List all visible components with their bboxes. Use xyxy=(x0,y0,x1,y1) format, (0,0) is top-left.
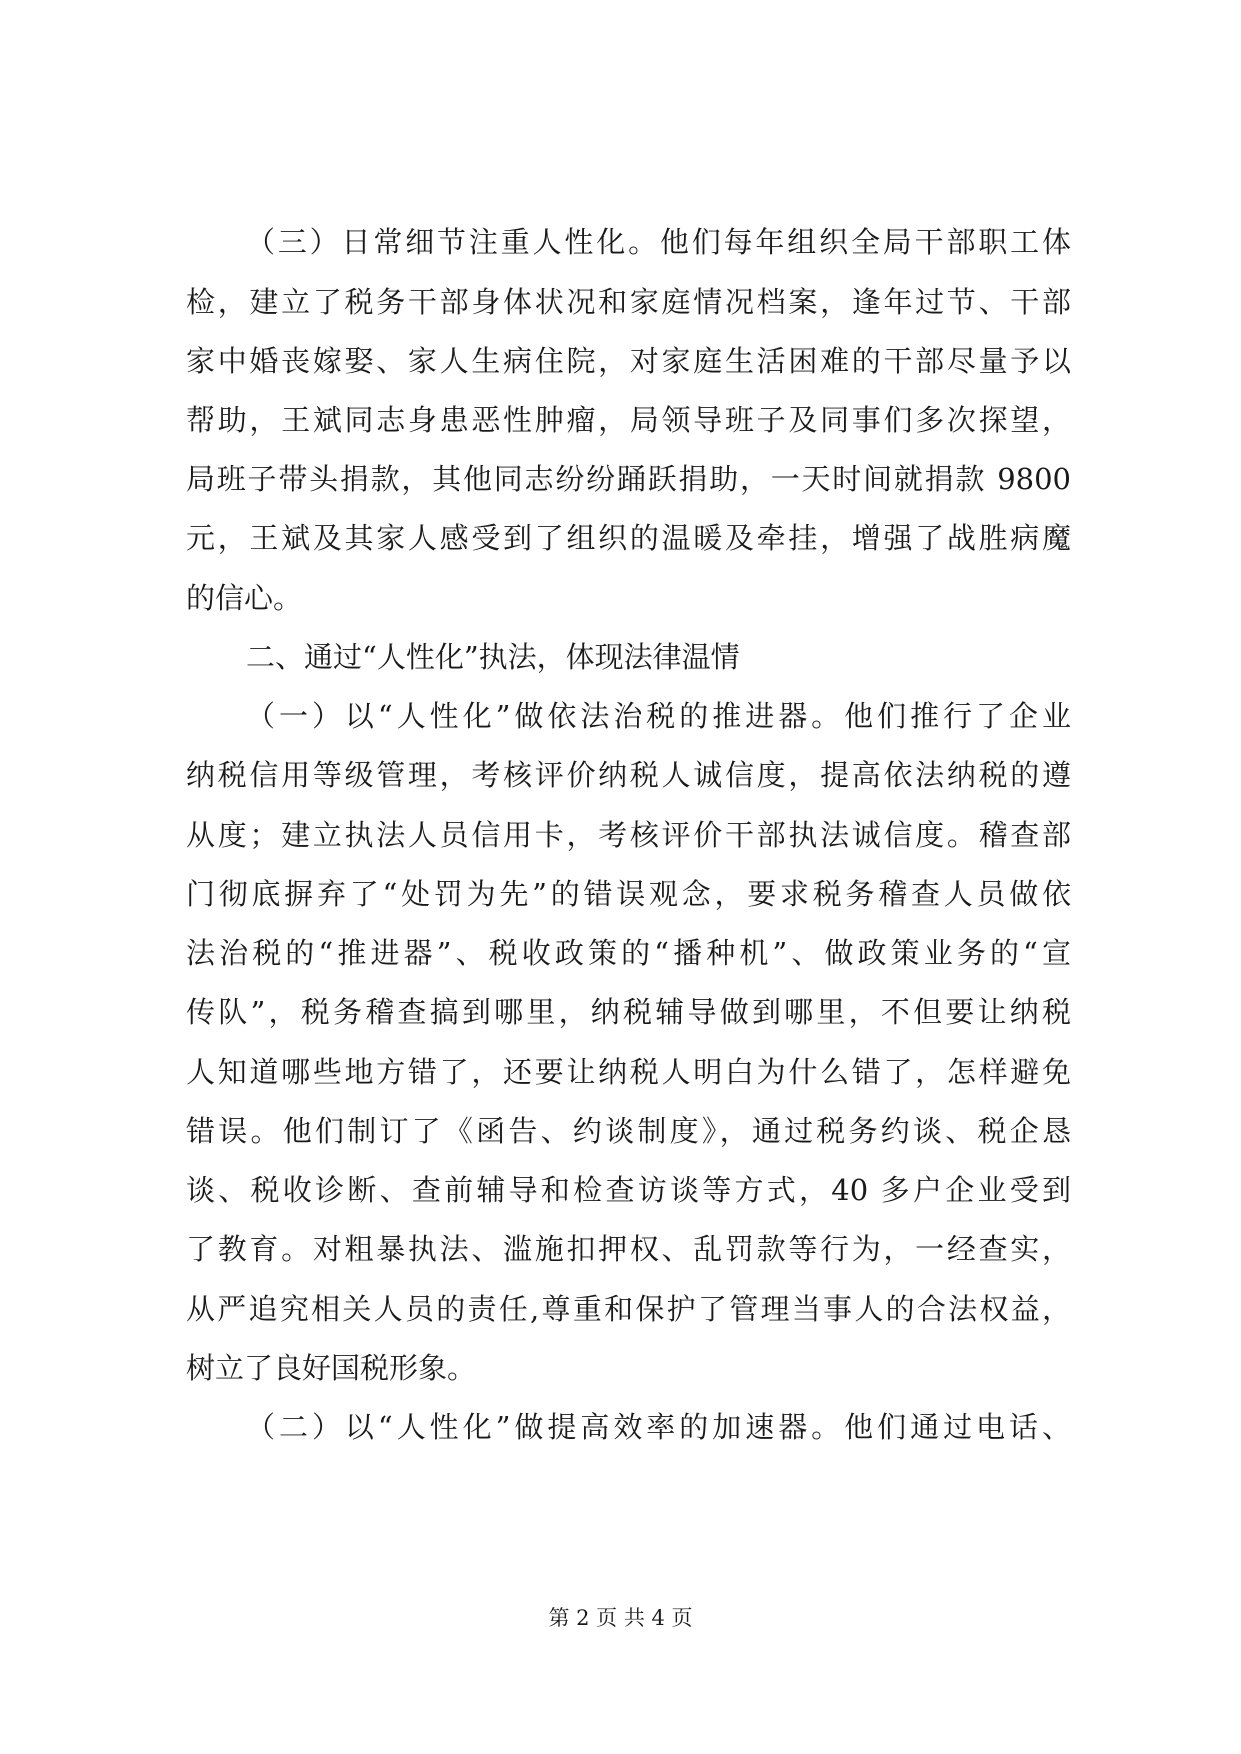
paragraph-line: 谈、税收诊断、查前辅导和检查访谈等方式，40 多户企业受到 xyxy=(186,1173,1071,1207)
paragraph-line: 家中婚丧嫁娶、家人生病住院，对家庭生活困难的干部尽量予以 xyxy=(186,344,1071,378)
page-number-footer: 第 2 页 共 4 页 xyxy=(548,1606,693,1630)
paragraph-line: 从度；建立执法人员信用卡，考核评价干部执法诚信度。稽查部 xyxy=(186,818,1071,852)
paragraph-line: 的信心。 xyxy=(186,581,303,615)
paragraph-line: 帮助，王斌同志身患恶性肿瘤，局领导班子及同事们多次探望， xyxy=(186,403,1071,437)
paragraph-line: 了教育。对粗暴执法、滥施扣押权、乱罚款等行为，一经查实， xyxy=(186,1232,1071,1266)
paragraph-line: 树立了良好国税形象。 xyxy=(186,1351,477,1385)
section-heading: 二、通过“人性化”执法，体现法律温情 xyxy=(246,640,740,674)
paragraph-line: 从严追究相关人员的责任,尊重和保护了管理当事人的合法权益， xyxy=(186,1292,1071,1326)
paragraph-line: 人知道哪些地方错了，还要让纳税人明白为什么错了，怎样避免 xyxy=(186,1055,1071,1089)
paragraph-line: 门彻底摒弃了“处罚为先”的错误观念，要求税务稽查人员做依 xyxy=(186,877,1071,911)
paragraph-line: 传队”，税务稽查搞到哪里，纳税辅导做到哪里，不但要让纳税 xyxy=(186,995,1071,1029)
paragraph-line: 纳税信用等级管理，考核评价纳税人诚信度，提高依法纳税的遵 xyxy=(186,758,1071,792)
paragraph-line: 错误。他们制订了《函告、约谈制度》，通过税务约谈、税企恳 xyxy=(186,1114,1071,1148)
paragraph-line: 元，王斌及其家人感受到了组织的温暖及牵挂，增强了战胜病魔 xyxy=(186,521,1071,555)
paragraph-line: 局班子带头捐款，其他同志纷纷踊跃捐助，一天时间就捐款 9800 xyxy=(186,462,1071,496)
paragraph-line: （一）以“人性化”做依法治税的推进器。他们推行了企业 xyxy=(246,699,1071,733)
paragraph-line: （三）日常细节注重人性化。他们每年组织全局干部职工体 xyxy=(246,225,1071,259)
paragraph-line: 检，建立了税务干部身体状况和家庭情况档案，逢年过节、干部 xyxy=(186,285,1071,319)
paragraph-line: （二）以“人性化”做提高效率的加速器。他们通过电话、 xyxy=(246,1410,1071,1444)
paragraph-line: 法治税的“推进器”、税收政策的“播种机”、做政策业务的“宣 xyxy=(186,936,1071,970)
